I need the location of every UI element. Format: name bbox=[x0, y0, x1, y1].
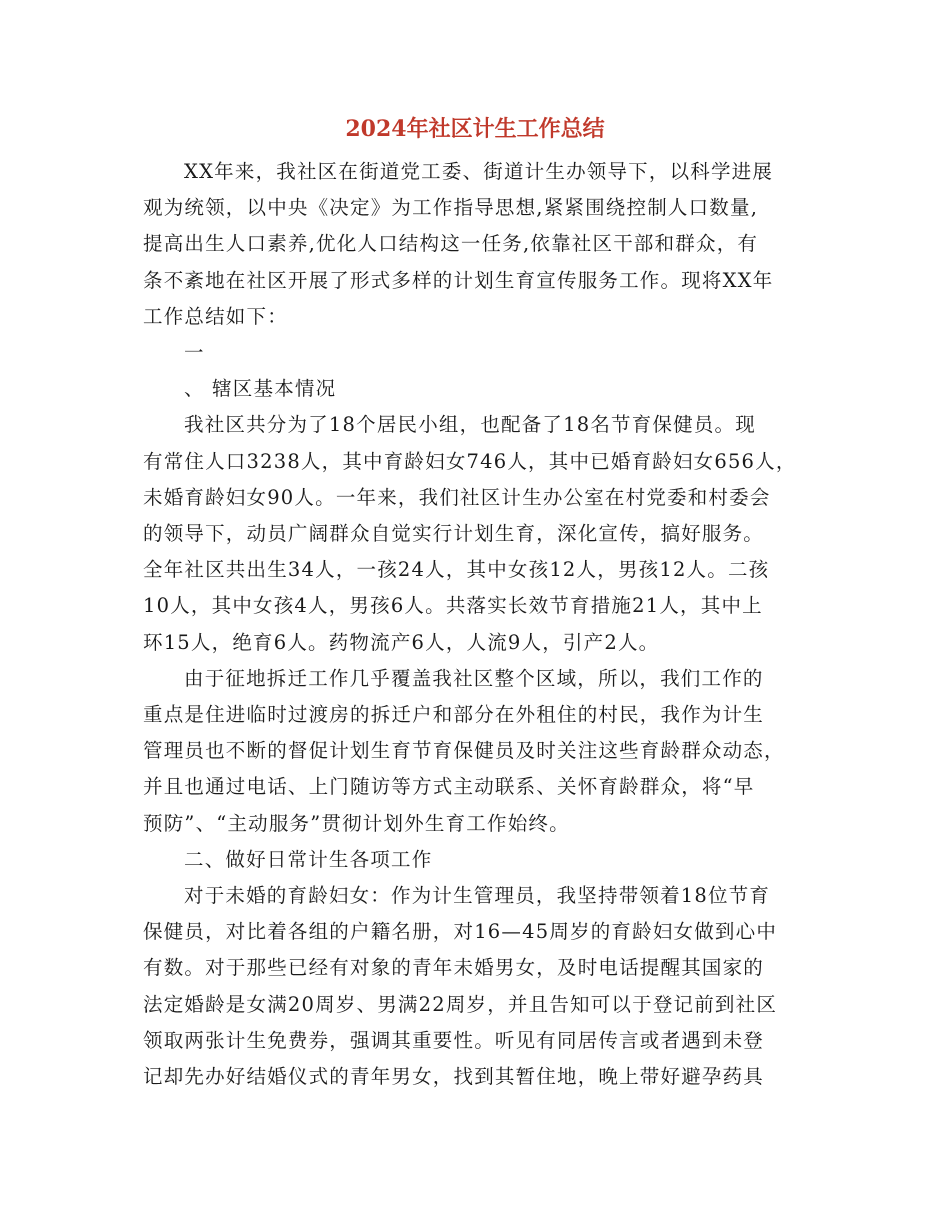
text-line: 我社区共分为了18个居民小组，也配备了18名节育保健员。现 bbox=[184, 413, 756, 437]
text-line: 有常住人口3238人，其中育龄妇女746人，其中已婚育龄妇女656人， bbox=[143, 449, 797, 473]
text-line: 法定婚龄是女满20周岁、男满22周岁，并且告知可以于登记前到社区 bbox=[143, 992, 778, 1016]
text-line: 领取两张计生免费券，强调其重要性。听见有同居传言或者遇到未登 bbox=[143, 1028, 765, 1052]
text-line: 工作总结如下： bbox=[143, 304, 288, 328]
text-line: 的领导下，动员广阔群众自觉实行计划生育，深化宣传，搞好服务。 bbox=[143, 522, 765, 546]
text-line: 记却先办好结婚仪式的青年男女，找到其暂住地，晚上带好避孕药具 bbox=[143, 1065, 765, 1089]
text-line: 一 bbox=[184, 341, 205, 365]
text-line: 全年社区共出生34人，一孩24人，其中女孩12人，男孩12人。二孩 bbox=[143, 558, 770, 582]
text-line: 保健员，对比着各组的户籍名册，对16—45周岁的育龄妇女做到心中 bbox=[143, 920, 778, 944]
text-line: 提高出生人口素养,优化人口结构这一任务,依靠社区干部和群众，有 bbox=[143, 232, 759, 256]
text-line: 观为统领，以中央《决定》为工作指导思想,紧紧围绕控制人口数量, bbox=[143, 196, 759, 220]
document-title: 2024年社区计生工作总结 bbox=[345, 116, 605, 142]
section-heading: 二、做好日常计生各项工作 bbox=[184, 847, 433, 871]
text-line: 预防”、“主动服务”贯彻计划外生育工作始终。 bbox=[143, 811, 570, 835]
text-line: 10人，其中女孩4人，男孩6人。共落实长效节育措施21人，其中上 bbox=[143, 594, 763, 618]
section-heading: 、 辖区基本情况 bbox=[184, 377, 337, 401]
text-line: XX年来，我社区在街道党工委、街道计生办领导下，以科学进展 bbox=[184, 160, 774, 183]
document-body bbox=[143, 154, 807, 1095]
text-line: 条不紊地在社区开展了形式多样的计划生育宣传服务工作。现将XX年 bbox=[143, 268, 774, 292]
text-line: 对于未婚的育龄妇女：作为计生管理员，我坚持带领着18位节育 bbox=[184, 884, 771, 908]
text-line: 未婚育龄妇女90人。一年来，我们社区计生办公室在村党委和村委会 bbox=[143, 485, 771, 509]
text-line: 环15人，绝育6人。药物流产6人，人流9人，引产2人。 bbox=[143, 630, 660, 654]
text-line: 并且也通过电话、上门随访等方式主动联系、关怀育龄群众，将“早 bbox=[143, 775, 755, 799]
text-line: 重点是住进临时过渡房的拆迁户和部分在外租住的村民，我作为计生 bbox=[143, 703, 765, 727]
text-line: 有数。对于那些已经有对象的青年未婚男女，及时电话提醒其国家的 bbox=[143, 956, 765, 980]
text-line: 由于征地拆迁工作几乎覆盖我社区整个区域，所以，我们工作的 bbox=[184, 666, 764, 690]
text-line: 管理员也不断的督促计划生育节育保健员及时关注这些育龄群众动态， bbox=[143, 739, 785, 763]
